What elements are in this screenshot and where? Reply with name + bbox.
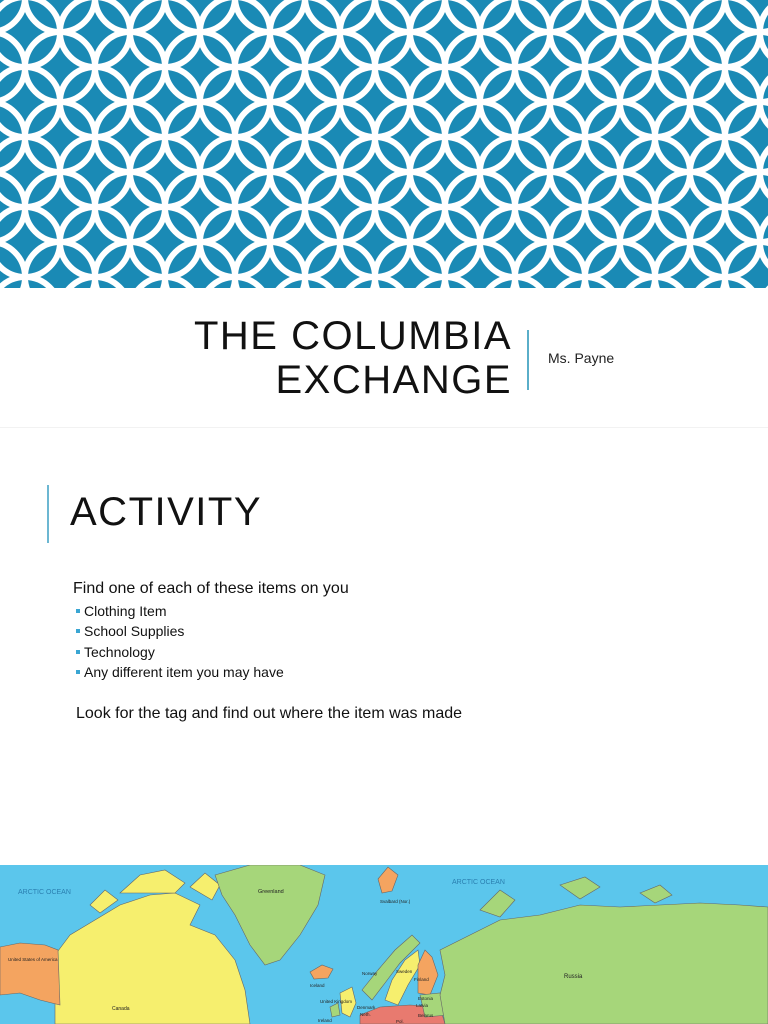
country-label: Finland xyxy=(414,977,429,982)
list-item-text: Clothing Item xyxy=(84,603,167,619)
list-item-text: Technology xyxy=(84,643,155,660)
country-label: Canada xyxy=(112,1006,130,1012)
title-line-1: THE COLUMBIA xyxy=(193,314,512,358)
country-label: Belarus xyxy=(418,1013,434,1018)
bullet-icon xyxy=(76,670,80,674)
country-label: United States of America xyxy=(8,957,58,962)
quatrefoil-pattern xyxy=(0,0,768,288)
activity-instruction: Look for the tag and find out where the item was made xyxy=(76,705,463,722)
list-item xyxy=(76,621,284,641)
list-item-text: Any different item you may have xyxy=(84,663,284,680)
country-label: Russia xyxy=(564,974,583,980)
country-label: Svalbard (Nor.) xyxy=(380,899,411,904)
activity-intro: Find one of each of these items on you xyxy=(73,580,349,597)
country-label: Estonia xyxy=(418,996,434,1001)
country-label: Iceland xyxy=(310,983,325,988)
activity-heading: ACTIVITY xyxy=(70,490,263,534)
country-label: Ireland xyxy=(318,1018,332,1023)
title-divider xyxy=(527,330,529,390)
ocean-label: ARCTIC OCEAN xyxy=(18,889,71,896)
world-map xyxy=(0,865,768,1024)
country-label: Norway xyxy=(362,971,378,976)
list-item xyxy=(76,642,284,662)
list-item xyxy=(76,662,284,682)
activity-slide xyxy=(0,427,768,865)
presentation-title xyxy=(194,314,512,402)
heading-accent-bar xyxy=(47,485,49,543)
title-slide xyxy=(0,0,768,427)
presenter-name: Ms. Payne xyxy=(548,350,615,366)
country-label: Neth. xyxy=(360,1012,371,1017)
bullet-icon xyxy=(76,650,80,654)
item-list xyxy=(76,601,284,682)
bullet-icon xyxy=(76,629,80,633)
country-label: Latvia xyxy=(416,1003,429,1008)
title-line-2: EXCHANGE xyxy=(275,358,512,402)
country-label: Pol. xyxy=(396,1019,404,1024)
bullet-icon xyxy=(76,609,80,613)
country-label: Denmark xyxy=(357,1005,376,1010)
world-map-slide xyxy=(0,865,768,1024)
list-item xyxy=(76,601,284,621)
country-label: Sweden xyxy=(396,969,413,974)
country-label: Greenland xyxy=(258,889,284,895)
ocean-label: ARCTIC OCEAN xyxy=(452,879,505,886)
country-label: United Kingdom xyxy=(320,999,353,1004)
list-item-text: School Supplies xyxy=(84,623,185,640)
